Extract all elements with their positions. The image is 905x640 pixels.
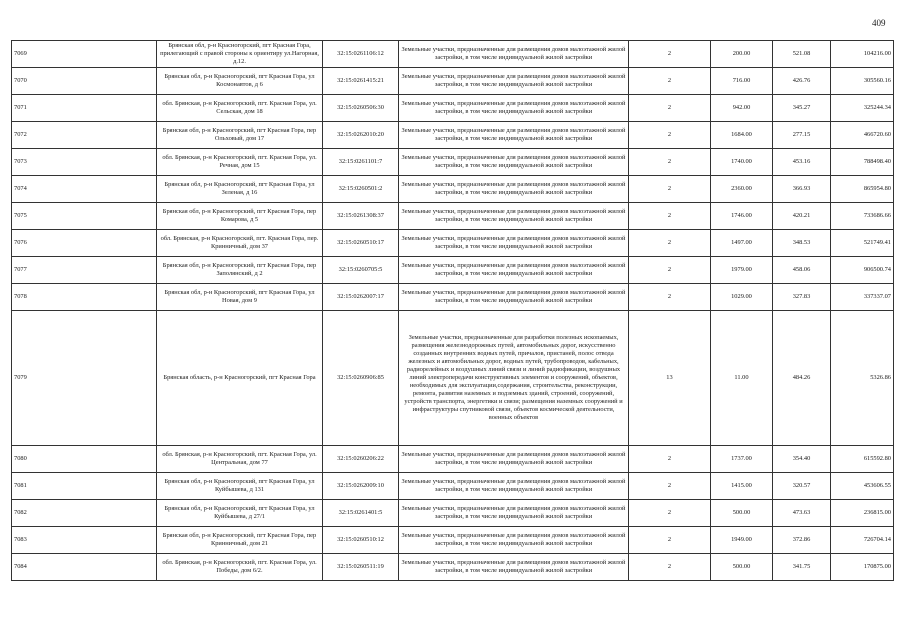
cadastral-number-cell: 32:15:0260510:17 (323, 230, 399, 257)
cadastral-number-cell: 32:15:0260501:2 (323, 176, 399, 203)
address-cell: Брянская обл, р-н Красногорский, пгт Красная Гора, пер Ольховый, дом 17 (157, 122, 323, 149)
land-use-cell: Земельные участки, предназначенные для размещения домов малоэтажной жилой застройки, в том числе индивидуальной жилой застройки (399, 257, 629, 284)
cadastral-number-cell: 32:15:0261415:21 (323, 68, 399, 95)
table-row (12, 41, 894, 68)
address-cell: Брянская обл, р-н Красногорский, пгт Красная Гора, ул Новая, дом 9 (157, 284, 323, 311)
category-cell: 2 (629, 284, 711, 311)
area-cell: 1979.00 (711, 257, 773, 284)
category-cell: 2 (629, 446, 711, 473)
address-cell: Брянская обл, р-н Красногорский, пгт Красная Гора, ул Космонавтов, д 6 (157, 68, 323, 95)
cadastral-value-cell: 521749.41 (831, 230, 894, 257)
category-cell: 2 (629, 257, 711, 284)
category-cell: 2 (629, 149, 711, 176)
cadastral-value-cell: 865954.80 (831, 176, 894, 203)
row-number: 7072 (12, 122, 157, 149)
category-cell: 2 (629, 473, 711, 500)
area-cell: 500.00 (711, 500, 773, 527)
unit-value-cell: 366.93 (773, 176, 831, 203)
land-use-cell: Земельные участки, предназначенные для размещения домов малоэтажной жилой застройки, в том числе индивидуальной жилой застройки (399, 554, 629, 581)
row-number: 7071 (12, 95, 157, 122)
land-use-cell: Земельные участки, предназначенные для размещения домов малоэтажной жилой застройки, в том числе индивидуальной жилой застройки (399, 473, 629, 500)
address-cell: Брянская обл, р-н Красногорский, пгт Красная Гора, ул Зеленая, д 16 (157, 176, 323, 203)
row-number: 7079 (12, 311, 157, 446)
address-cell: Брянская обл, р-н Красногорский, пгт Красная Гора, пер Заполянский, д 2 (157, 257, 323, 284)
cadastral-value-cell: 5326.86 (831, 311, 894, 446)
category-cell: 13 (629, 311, 711, 446)
cadastral-number-cell: 32:15:0261401:5 (323, 500, 399, 527)
category-cell: 2 (629, 41, 711, 68)
address-cell: Брянская обл, р-н Красногорский, пгт Красная Гора, ул Куйбышева, д 131 (157, 473, 323, 500)
address-cell: Брянская обл, р-н Красногорский, пгт Красная Гора, прилегающий с правой стороны к ориентиру ул.Нагорная, д.12. (157, 41, 323, 68)
area-cell: 1746.00 (711, 203, 773, 230)
category-cell: 2 (629, 527, 711, 554)
land-use-cell: Земельные участки, предназначенные для размещения домов малоэтажной жилой застройки, в том числе индивидуальной жилой застройки (399, 41, 629, 68)
unit-value-cell: 341.75 (773, 554, 831, 581)
table-row (12, 284, 894, 311)
address-cell: обл. Брянская, р-н Красногорский, пгт. Красная Гора, пер. Кринничный, дом 37 (157, 230, 323, 257)
unit-value-cell: 453.16 (773, 149, 831, 176)
land-use-cell: Земельные участки, предназначенные для разработки полезных ископаемых, размещения железнодорожных путей, автомобильных дорог, искусственно созданных внутренних водных путей, причалов, пристаней, полос отвода железных и автомобильных дорог, водных путей, трубопроводов, кабельных, радиорелейных и воздушных линий связи и линий радиофикации, воздушных линий электропередачи конструктивных элементов и сооружений, объектов, необходимых для эксплуатации,содержания, строительства, реконструкции, ремонта, развития наземных и подземных зданий, строений, сооружений, устройств транспорта, энергетики и связи; размещения наземных сооружений и инфраструктуры спутниковой связи, объектов космической деятельности, военных объектов (399, 311, 629, 446)
area-cell: 500.00 (711, 554, 773, 581)
category-cell: 2 (629, 122, 711, 149)
area-cell: 1737.00 (711, 446, 773, 473)
row-number: 7080 (12, 446, 157, 473)
cadastral-value-cell: 236815.00 (831, 500, 894, 527)
table-row (12, 149, 894, 176)
land-use-cell: Земельные участки, предназначенные для размещения домов малоэтажной жилой застройки, в том числе индивидуальной жилой застройки (399, 203, 629, 230)
cadastral-number-cell: 32:15:0260506:30 (323, 95, 399, 122)
unit-value-cell: 426.76 (773, 68, 831, 95)
cadastral-number-cell: 32:15:0261101:7 (323, 149, 399, 176)
area-cell: 1949.00 (711, 527, 773, 554)
row-number: 7074 (12, 176, 157, 203)
unit-value-cell: 458.06 (773, 257, 831, 284)
row-number: 7070 (12, 68, 157, 95)
cadastral-number-cell: 32:15:0260510:12 (323, 527, 399, 554)
table-row (12, 527, 894, 554)
table-row (12, 311, 894, 446)
cadastral-number-cell: 32:15:0261106:12 (323, 41, 399, 68)
row-number: 7077 (12, 257, 157, 284)
area-cell: 1740.00 (711, 149, 773, 176)
land-use-cell: Земельные участки, предназначенные для размещения домов малоэтажной жилой застройки, в том числе индивидуальной жилой застройки (399, 149, 629, 176)
area-cell: 1497.00 (711, 230, 773, 257)
land-use-cell: Земельные участки, предназначенные для размещения домов малоэтажной жилой застройки, в том числе индивидуальной жилой застройки (399, 500, 629, 527)
unit-value-cell: 327.83 (773, 284, 831, 311)
table-row (12, 230, 894, 257)
category-cell: 2 (629, 500, 711, 527)
table-row (12, 500, 894, 527)
category-cell: 2 (629, 230, 711, 257)
table-row (12, 68, 894, 95)
unit-value-cell: 354.40 (773, 446, 831, 473)
unit-value-cell: 320.57 (773, 473, 831, 500)
cadastral-value-cell: 615592.80 (831, 446, 894, 473)
row-number: 7076 (12, 230, 157, 257)
table-row (12, 446, 894, 473)
land-use-cell: Земельные участки, предназначенные для размещения домов малоэтажной жилой застройки, в том числе индивидуальной жилой застройки (399, 122, 629, 149)
row-number: 7078 (12, 284, 157, 311)
area-cell: 1684.00 (711, 122, 773, 149)
address-cell: Брянская обл, р-н Красногорский, пгт Красная Гора, ул Куйбышева, д 27/1 (157, 500, 323, 527)
cadastral-value-cell: 726704.14 (831, 527, 894, 554)
address-cell: Брянская область, р-н Красногорский, пгт Красная Гора (157, 311, 323, 446)
category-cell: 2 (629, 203, 711, 230)
area-cell: 11.00 (711, 311, 773, 446)
row-number: 7083 (12, 527, 157, 554)
area-cell: 1415.00 (711, 473, 773, 500)
table-row (12, 95, 894, 122)
cadastral-value-cell: 104216.00 (831, 41, 894, 68)
land-parcels-table (11, 40, 894, 581)
address-cell: Брянская обл, р-н Красногорский, пгт Красная Гора, пер Кринничный, дом 21 (157, 527, 323, 554)
cadastral-number-cell: 32:15:0260511:19 (323, 554, 399, 581)
row-number: 7082 (12, 500, 157, 527)
area-cell: 2360.00 (711, 176, 773, 203)
cadastral-value-cell: 788498.40 (831, 149, 894, 176)
area-cell: 716.00 (711, 68, 773, 95)
address-cell: обл. Брянская, р-н Красногорский, пгт. Красная Гора, ул. Речная, дом 15 (157, 149, 323, 176)
cadastral-number-cell: 32:15:0260705:5 (323, 257, 399, 284)
category-cell: 2 (629, 554, 711, 581)
land-use-cell: Земельные участки, предназначенные для размещения домов малоэтажной жилой застройки, в том числе индивидуальной жилой застройки (399, 284, 629, 311)
address-cell: обл. Брянская, р-н Красногорский, пгт. Красная Гора, ул. Центральная, дом 77 (157, 446, 323, 473)
unit-value-cell: 372.86 (773, 527, 831, 554)
area-cell: 942.00 (711, 95, 773, 122)
table-row (12, 473, 894, 500)
cadastral-value-cell: 906500.74 (831, 257, 894, 284)
unit-value-cell: 345.27 (773, 95, 831, 122)
cadastral-number-cell: 32:15:0261308:37 (323, 203, 399, 230)
cadastral-value-cell: 337337.07 (831, 284, 894, 311)
category-cell: 2 (629, 68, 711, 95)
cadastral-value-cell: 170875.00 (831, 554, 894, 581)
cadastral-number-cell: 32:15:0262010:20 (323, 122, 399, 149)
land-use-cell: Земельные участки, предназначенные для размещения домов малоэтажной жилой застройки, в том числе индивидуальной жилой застройки (399, 230, 629, 257)
cadastral-number-cell: 32:15:0260906:85 (323, 311, 399, 446)
table-row (12, 554, 894, 581)
row-number: 7084 (12, 554, 157, 581)
unit-value-cell: 521.08 (773, 41, 831, 68)
unit-value-cell: 484.26 (773, 311, 831, 446)
table-row (12, 203, 894, 230)
land-use-cell: Земельные участки, предназначенные для размещения домов малоэтажной жилой застройки, в том числе индивидуальной жилой застройки (399, 95, 629, 122)
table-row (12, 176, 894, 203)
table-row (12, 122, 894, 149)
category-cell: 2 (629, 176, 711, 203)
category-cell: 2 (629, 95, 711, 122)
land-use-cell: Земельные участки, предназначенные для размещения домов малоэтажной жилой застройки, в том числе индивидуальной жилой застройки (399, 176, 629, 203)
address-cell: Брянская обл, р-н Красногорский, пгт Красная Гора, пер Комарова, д 5 (157, 203, 323, 230)
cadastral-value-cell: 733686.66 (831, 203, 894, 230)
area-cell: 1029.00 (711, 284, 773, 311)
address-cell: обл. Брянская, р-н Красногорский, пгт. Красная Гора, ул. Сельская, дом 18 (157, 95, 323, 122)
unit-value-cell: 277.15 (773, 122, 831, 149)
cadastral-value-cell: 466720.60 (831, 122, 894, 149)
unit-value-cell: 348.53 (773, 230, 831, 257)
row-number: 7073 (12, 149, 157, 176)
cadastral-value-cell: 325244.34 (831, 95, 894, 122)
row-number: 7075 (12, 203, 157, 230)
unit-value-cell: 420.21 (773, 203, 831, 230)
row-number: 7081 (12, 473, 157, 500)
row-number: 7069 (12, 41, 157, 68)
area-cell: 200.00 (711, 41, 773, 68)
cadastral-number-cell: 32:15:0260206:22 (323, 446, 399, 473)
page-number: 409 (872, 18, 886, 28)
table-row (12, 257, 894, 284)
land-use-cell: Земельные участки, предназначенные для размещения домов малоэтажной жилой застройки, в том числе индивидуальной жилой застройки (399, 446, 629, 473)
address-cell: обл. Брянская, р-н Красногорский, пгт. Красная Гора, ул. Победы, дом 6/2. (157, 554, 323, 581)
land-use-cell: Земельные участки, предназначенные для размещения домов малоэтажной жилой застройки, в том числе индивидуальной жилой застройки (399, 527, 629, 554)
land-use-cell: Земельные участки, предназначенные для размещения домов малоэтажной жилой застройки, в том числе индивидуальной жилой застройки (399, 68, 629, 95)
cadastral-number-cell: 32:15:0262007:17 (323, 284, 399, 311)
cadastral-value-cell: 453606.55 (831, 473, 894, 500)
cadastral-value-cell: 305560.16 (831, 68, 894, 95)
unit-value-cell: 473.63 (773, 500, 831, 527)
cadastral-number-cell: 32:15:0262009:10 (323, 473, 399, 500)
